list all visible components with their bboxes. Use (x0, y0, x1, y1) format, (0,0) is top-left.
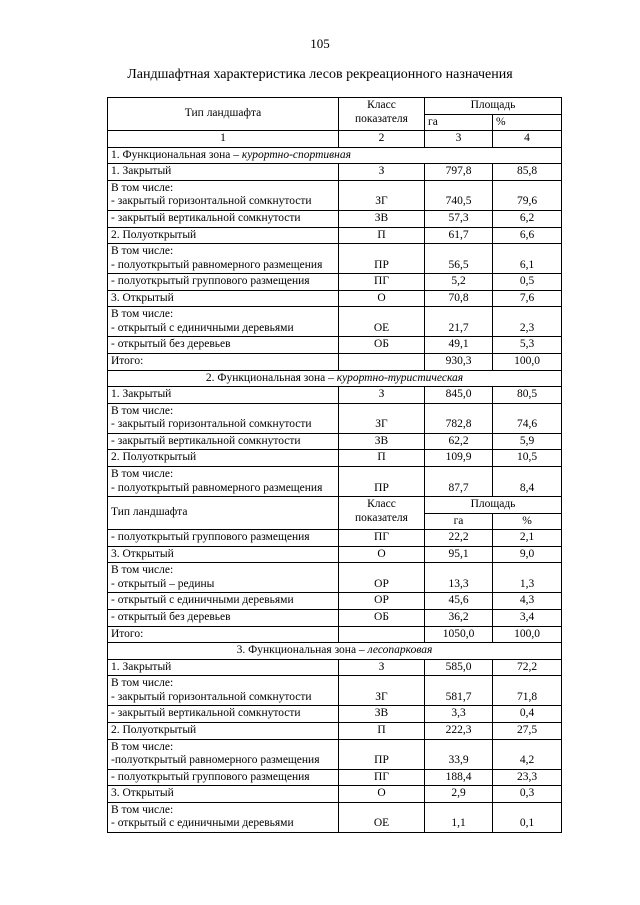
cell-class: З (339, 387, 425, 404)
cell-class: ЗВ (339, 210, 425, 227)
cell-landscape-type: В том числе: - закрытый горизонтальной сомкнутости (108, 676, 339, 706)
cell-class: О (339, 290, 425, 307)
cell-area-pct: 6,6 (493, 227, 562, 244)
cell-area-ha: 845,0 (425, 387, 493, 404)
cell-class: О (339, 786, 425, 803)
cell-landscape-type: В том числе: - открытый – редины (108, 563, 339, 593)
cell-class: ПГ (339, 530, 425, 547)
table-row (108, 786, 562, 803)
cell-area-ha: 930,3 (425, 354, 493, 371)
cell-landscape-type: 3. Открытый (108, 290, 339, 307)
cell-area-ha: 57,3 (425, 210, 493, 227)
cell-area-ha: 2,9 (425, 786, 493, 803)
cell-landscape-type: 2. Полуоткрытый (108, 722, 339, 739)
cell-area-ha: 87,7 (425, 466, 493, 496)
cell-area-pct: 0,3 (493, 786, 562, 803)
cell-class: ОР (339, 563, 425, 593)
cell-class: ЗВ (339, 433, 425, 450)
cell-landscape-type: 1. Закрытый (108, 164, 339, 181)
table-row (108, 530, 562, 547)
cell-class: ЗГ (339, 676, 425, 706)
table-row (108, 706, 562, 723)
cell-area-pct: 71,8 (493, 676, 562, 706)
cell-class: З (339, 164, 425, 181)
table-row (108, 659, 562, 676)
cell-class: П (339, 722, 425, 739)
cell-area-pct: 85,8 (493, 164, 562, 181)
table-row (108, 546, 562, 563)
cell-landscape-type: 2. Полуоткрытый (108, 450, 339, 467)
cell-area-pct: 0,4 (493, 706, 562, 723)
table-row (108, 403, 562, 433)
cell-class: ПГ (339, 769, 425, 786)
cell-area-pct: 80,5 (493, 387, 562, 404)
header-pct: % (493, 114, 562, 131)
header-type: Тип ландшафта (108, 497, 339, 530)
cell-class: ОЕ (339, 307, 425, 337)
cell-class: ПР (339, 739, 425, 769)
column-number-row (108, 131, 562, 148)
table-row (108, 769, 562, 786)
cell-landscape-type: - закрытый вертикальной сомкнутости (108, 433, 339, 450)
cell-area-ha: 33,9 (425, 739, 493, 769)
cell-class: ОБ (339, 337, 425, 354)
cell-class: П (339, 450, 425, 467)
cell-class: ПР (339, 244, 425, 274)
cell-landscape-type: В том числе: -полуоткрытый равномерного размещения (108, 739, 339, 769)
cell-landscape-type: 3. Открытый (108, 786, 339, 803)
header-class: Класс показателя (339, 497, 425, 530)
cell-area-pct: 0,1 (493, 802, 562, 832)
cell-landscape-type: В том числе: - полуоткрытый равномерного размещения (108, 466, 339, 496)
zone-heading-row (108, 147, 562, 164)
cell-landscape-type: - закрытый вертикальной сомкнутости (108, 210, 339, 227)
table-row (108, 164, 562, 181)
table-row (108, 354, 562, 371)
cell-area-ha: 21,7 (425, 307, 493, 337)
table-row (108, 626, 562, 643)
cell-area-pct: 2,3 (493, 307, 562, 337)
cell-area-pct: 79,6 (493, 180, 562, 210)
cell-area-ha: 109,9 (425, 450, 493, 467)
table-row (108, 210, 562, 227)
cell-class: ЗГ (339, 403, 425, 433)
cell-area-ha: 188,4 (425, 769, 493, 786)
cell-area-ha: 70,8 (425, 290, 493, 307)
header-ha: га (425, 114, 493, 131)
zone-name: курортно-туристическая (336, 371, 464, 384)
table-row (108, 180, 562, 210)
cell-area-ha: 13,3 (425, 563, 493, 593)
cell-landscape-type: В том числе: - полуоткрытый равномерного размещения (108, 244, 339, 274)
table-row (108, 593, 562, 610)
cell-area-pct: 6,2 (493, 210, 562, 227)
zone-heading-row (108, 370, 562, 387)
header-row (108, 98, 562, 115)
cell-landscape-type: - открытый без деревьев (108, 337, 339, 354)
cell-area-pct: 3,4 (493, 610, 562, 627)
cell-area-pct: 74,6 (493, 403, 562, 433)
cell-area-pct: 4,3 (493, 593, 562, 610)
zone-prefix: 3. Функциональная зона – (236, 644, 368, 657)
cell-class: ПР (339, 466, 425, 496)
cell-area-ha: 56,5 (425, 244, 493, 274)
repeated-header-row (108, 497, 562, 514)
cell-landscape-type: 1. Закрытый (108, 387, 339, 404)
cell-landscape-type: Итого: (108, 354, 339, 371)
cell-area-pct: 27,5 (493, 722, 562, 739)
cell-area-ha: 3,3 (425, 706, 493, 723)
cell-area-pct: 6,1 (493, 244, 562, 274)
cell-area-pct: 0,5 (493, 274, 562, 291)
cell-area-ha: 797,8 (425, 164, 493, 181)
cell-landscape-type: 1. Закрытый (108, 659, 339, 676)
cell-class (339, 354, 425, 371)
table-title: Ландшафтная характеристика лесов рекреационного назначения (127, 67, 513, 82)
zone-prefix: 2. Функциональная зона – (205, 371, 337, 384)
cell-area-ha: 581,7 (425, 676, 493, 706)
page-number: 105 (310, 36, 330, 51)
cell-area-pct: 100,0 (493, 626, 562, 643)
table-row (108, 722, 562, 739)
cell-class: ЗВ (339, 706, 425, 723)
cell-area-pct: 4,2 (493, 739, 562, 769)
table-row (108, 433, 562, 450)
zone-heading (108, 643, 562, 660)
col-num-3: 3 (425, 131, 493, 148)
cell-landscape-type: В том числе: - закрытый горизонтальной сомкнутости (108, 180, 339, 210)
table-row (108, 450, 562, 467)
table-row (108, 466, 562, 496)
cell-area-pct: 8,4 (493, 466, 562, 496)
landscape-table (107, 97, 562, 833)
cell-landscape-type: Итого: (108, 626, 339, 643)
cell-area-ha: 95,1 (425, 546, 493, 563)
header-area: Площадь (425, 497, 562, 514)
header-type: Тип ландшафта (108, 98, 339, 131)
cell-area-pct: 9,0 (493, 546, 562, 563)
header-pct: % (493, 513, 562, 530)
col-num-1: 1 (108, 131, 339, 148)
table-row (108, 387, 562, 404)
zone-name: лесопарковая (367, 644, 433, 657)
cell-area-ha: 36,2 (425, 610, 493, 627)
col-num-4: 4 (493, 131, 562, 148)
table-row (108, 337, 562, 354)
col-num-2: 2 (339, 131, 425, 148)
cell-area-ha: 1,1 (425, 802, 493, 832)
table-row (108, 244, 562, 274)
cell-area-pct: 10,5 (493, 450, 562, 467)
table-row (108, 274, 562, 291)
cell-landscape-type: В том числе: - открытый с единичными деревьями (108, 802, 339, 832)
cell-area-pct: 7,6 (493, 290, 562, 307)
cell-area-ha: 585,0 (425, 659, 493, 676)
cell-landscape-type: - открытый без деревьев (108, 610, 339, 627)
cell-class (339, 626, 425, 643)
cell-landscape-type: - полуоткрытый группового размещения (108, 274, 339, 291)
cell-class: ОР (339, 593, 425, 610)
cell-class: ЗГ (339, 180, 425, 210)
cell-landscape-type: - полуоткрытый группового размещения (108, 530, 339, 547)
cell-class: ПГ (339, 274, 425, 291)
table-row (108, 227, 562, 244)
cell-area-ha: 22,2 (425, 530, 493, 547)
cell-area-pct: 100,0 (493, 354, 562, 371)
header-ha: га (425, 513, 493, 530)
cell-area-ha: 61,7 (425, 227, 493, 244)
cell-area-ha: 1050,0 (425, 626, 493, 643)
cell-area-ha: 740,5 (425, 180, 493, 210)
table-row (108, 307, 562, 337)
header-area: Площадь (425, 98, 562, 115)
cell-area-ha: 45,6 (425, 593, 493, 610)
cell-class: ОЕ (339, 802, 425, 832)
table-row (108, 676, 562, 706)
table-row (108, 290, 562, 307)
cell-landscape-type: В том числе: - закрытый горизонтальной сомкнутости (108, 403, 339, 433)
cell-area-pct: 2,1 (493, 530, 562, 547)
cell-landscape-type: 2. Полуоткрытый (108, 227, 339, 244)
zone-heading (108, 370, 562, 387)
zone-name: курортно-спортивная (241, 148, 351, 161)
cell-landscape-type: - полуоткрытый группового размещения (108, 769, 339, 786)
cell-class: П (339, 227, 425, 244)
cell-landscape-type: В том числе: - открытый с единичными деревьями (108, 307, 339, 337)
cell-area-pct: 72,2 (493, 659, 562, 676)
cell-landscape-type: - закрытый вертикальной сомкнутости (108, 706, 339, 723)
cell-class: О (339, 546, 425, 563)
cell-area-pct: 1,3 (493, 563, 562, 593)
table-row (108, 802, 562, 832)
header-class: Класс показателя (339, 98, 425, 131)
cell-area-ha: 782,8 (425, 403, 493, 433)
cell-area-pct: 5,9 (493, 433, 562, 450)
cell-area-pct: 5,3 (493, 337, 562, 354)
zone-prefix: 1. Функциональная зона – (111, 148, 242, 161)
cell-area-pct: 23,3 (493, 769, 562, 786)
cell-area-ha: 62,2 (425, 433, 493, 450)
table-row (108, 563, 562, 593)
table-row (108, 610, 562, 627)
cell-landscape-type: - открытый с единичными деревьями (108, 593, 339, 610)
zone-heading-row (108, 643, 562, 660)
zone-heading (108, 147, 562, 164)
cell-area-ha: 5,2 (425, 274, 493, 291)
cell-class: З (339, 659, 425, 676)
cell-landscape-type: 3. Открытый (108, 546, 339, 563)
cell-area-ha: 222,3 (425, 722, 493, 739)
table-row (108, 739, 562, 769)
cell-area-ha: 49,1 (425, 337, 493, 354)
cell-class: ОБ (339, 610, 425, 627)
